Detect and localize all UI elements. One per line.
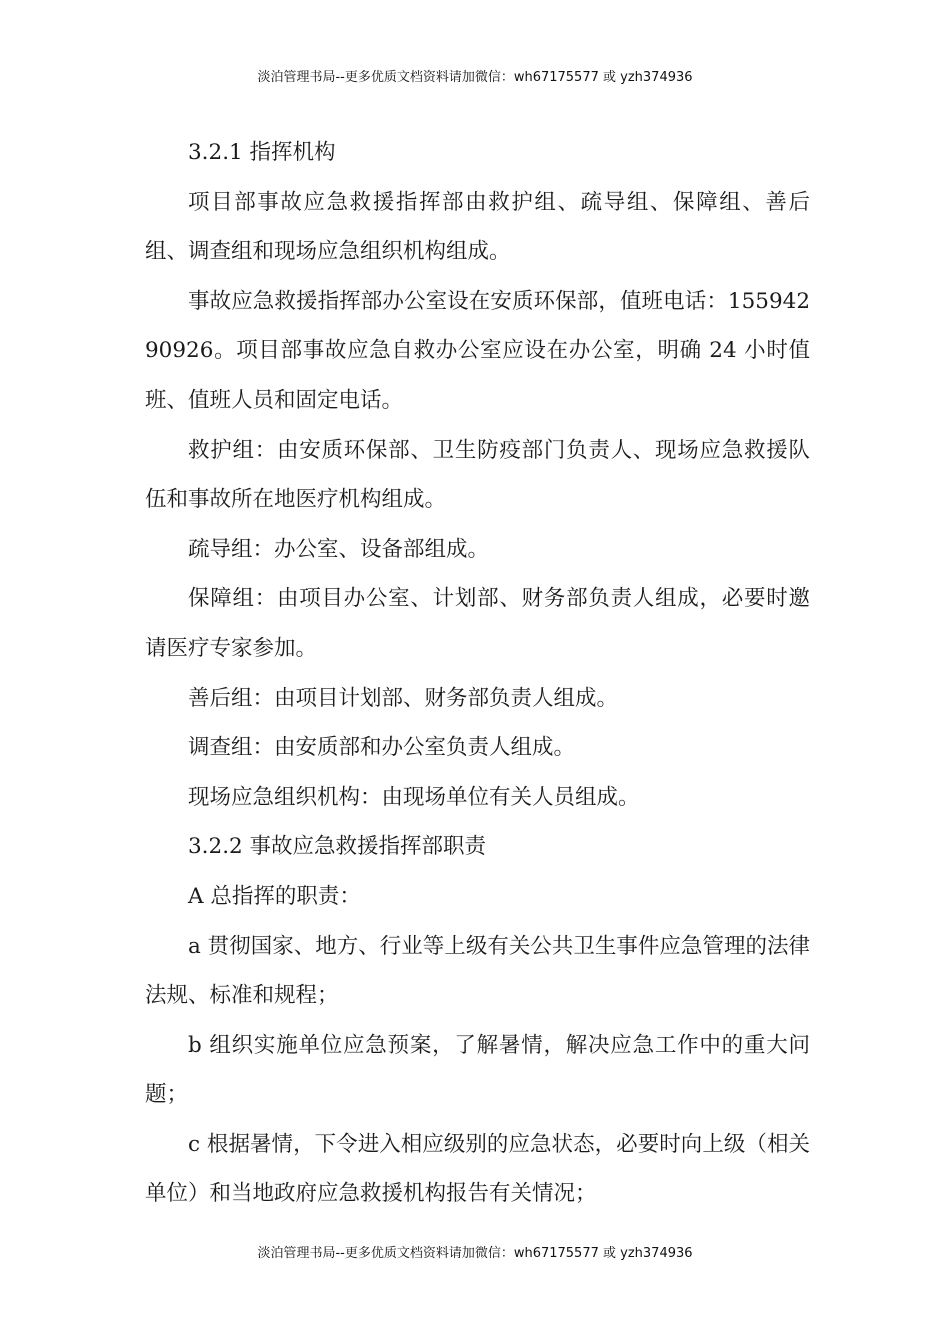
paragraph-commander-duties: A 总指挥的职责： (188, 883, 361, 909)
paragraph-aftermath-group: 善后组：由项目计划部、财务部负责人组成。 (188, 685, 619, 711)
paragraph-command-composition: 项目部事故应急救援指挥部由救护组、疏导组、保障组、善后组、调查组和现场应急组织机构组成。 (145, 189, 810, 265)
section-heading-3-2-1: 3.2.1 指挥机构 (188, 140, 336, 165)
paragraph-guidance-group: 疏导组：办公室、设备部组成。 (188, 536, 490, 562)
list-item-b: b 组织实施单位应急预案，了解暑情，解决应急工作中的重大问题； (145, 1032, 810, 1108)
list-item-c: c 根据暑情，下令进入相应级别的应急状态，必要时向上级（相关单位）和当地政府应急救援机构报告有关情况； (145, 1131, 810, 1207)
list-item-a: a 贯彻国家、地方、行业等上级有关公共卫生事件应急管理的法律法规、标准和规程； (145, 933, 810, 1009)
page-footer: 淡泊管理书局--更多优质文档资料请加微信：wh67175577 或 yzh374936 (257, 1246, 693, 1261)
paragraph-rescue-group: 救护组：由安质环保部、卫生防疫部门负责人、现场应急救援队伍和事故所在地医疗机构组成。 (145, 437, 810, 513)
paragraph-office-duty-phone: 事故应急救援指挥部办公室设在安质环保部，值班电话：15594290926。项目部事故应急自救办公室应设在办公室，明确 24 小时值班、值班人员和固定电话。 (145, 288, 810, 413)
paragraph-support-group: 保障组：由项目办公室、计划部、财务部负责人组成，必要时邀请医疗专家参加。 (145, 586, 810, 661)
page-header: 淡泊管理书局--更多优质文档资料请加微信：wh67175577 或 yzh374936 (257, 70, 693, 85)
paragraph-investigation-group: 调查组：由安质部和办公室负责人组成。 (188, 735, 576, 761)
document-body (145, 128, 810, 1219)
paragraph-onsite-organization: 现场应急组织机构：由现场单位有关人员组成。 (188, 784, 640, 810)
section-heading-3-2-2: 3.2.2 事故应急救援指挥部职责 (188, 834, 487, 860)
